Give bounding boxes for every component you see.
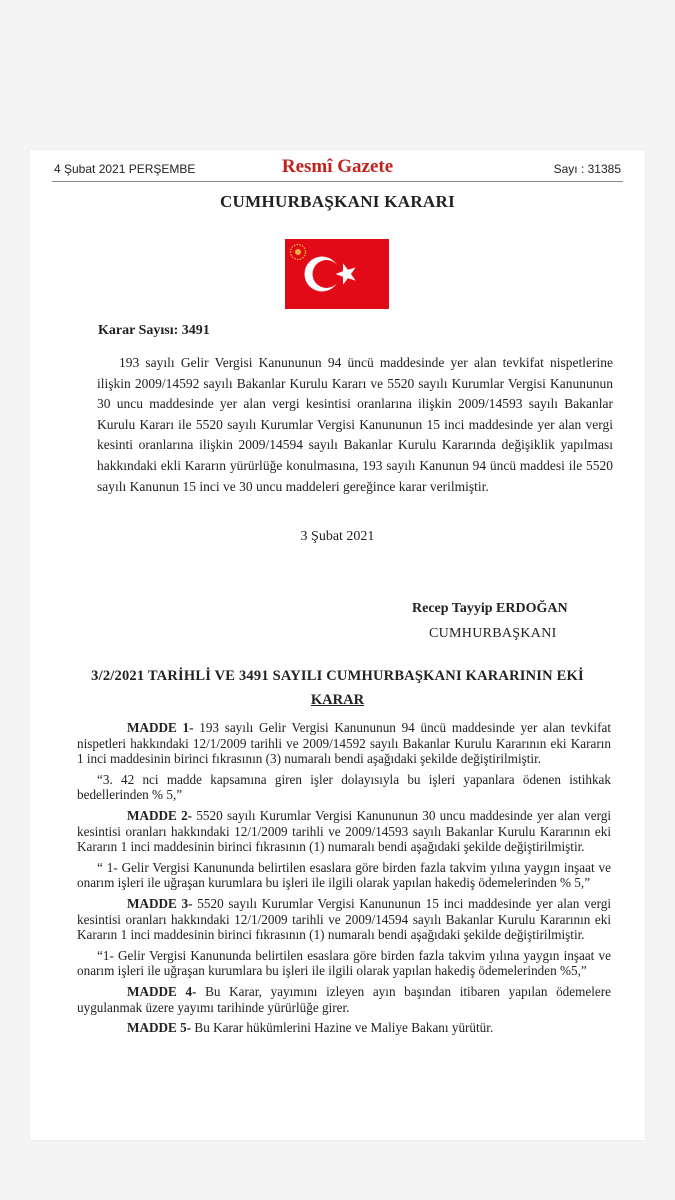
gazette-name: Resmî Gazete (281, 156, 394, 177)
article-1 (77, 720, 611, 767)
article-text: 5520 sayılı Kurumlar Vergisi Kanununun 30 uncu maddesinde yer alan vergi kesintisi oranları hakkındaki 12/1/2009 tarihli ve 2009/14593 sayılı Bakanlar Kurulu Kararının eki Kararın 1 inci maddesinin birinci fıkrasının (1) numaralı bendi aşağıdaki şekilde değiştirilmiştir. (77, 807, 611, 855)
header-divider (52, 181, 623, 182)
article-heading: MADDE 5- (127, 1020, 192, 1036)
signatory-title: CUMHURBAŞKANI (429, 626, 557, 641)
amendment-quote: “1- Gelir Vergisi Kanununda belirtilen esaslara göre birden fazla takvim yılına yaygın inşaat ve onarım işleri ile uğraşan kurumlara bu işleri ile ilgili olarak yapılan hakediş ödemelerinden %5,” (77, 947, 611, 979)
signatory-name: Recep Tayyip ERDOĞAN (412, 601, 568, 616)
turkish-flag-icon (285, 239, 389, 309)
emblem-center (295, 249, 301, 255)
article-5 (77, 1020, 611, 1036)
annex-subtitle: KARAR (310, 692, 365, 708)
article-text: 5520 sayılı Kurumlar Vergisi Kanununun 15 inci maddesinde yer alan vergi kesintisi oranları hakkındaki 12/1/2009 tarihli ve 2009/14594 sayılı Bakanlar Kurulu Kararının eki Kararın 1 inci maddesinin birinci fıkrasının (1) numaralı bendi aşağıdaki şekilde değiştirilmiştir. (77, 895, 611, 943)
article-3 (77, 896, 611, 943)
article-heading: MADDE 3- (127, 895, 193, 911)
article-2 (77, 808, 611, 855)
article-heading: MADDE 1- (127, 720, 194, 735)
article-text: Bu Karar, yayımını izleyen ayın başından itibaren yapılan ödemelere uygulanmak üzere yayımı tarihinde yürürlüğe girer. (77, 983, 612, 1015)
gazette-page (30, 150, 645, 1140)
document-title: CUMHURBAŞKANI KARARI (219, 192, 456, 211)
article-4 (77, 984, 611, 1015)
article-heading: MADDE 4- (127, 983, 197, 999)
article-text: Bu Karar hükümlerini Hazine ve Maliye Bakanı yürütür. (194, 1020, 494, 1036)
header-date: 4 Şubat 2021 PERŞEMBE (54, 162, 196, 176)
issue-number: Sayı : 31385 (553, 162, 621, 176)
annex-title: 3/2/2021 TARİHLİ VE 3491 SAYILI CUMHURBAŞKANI KARARININ EKİ (91, 668, 584, 684)
article-text: 193 sayılı Gelir Vergisi Kanununun 94 üncü maddesinde yer alan tevkifat nispetleri hakkındaki 12/1/2009 tarihli ve 2009/14592 sayılı Bakanlar Kurulu Kararının eki Kararın 1 inci maddesinin birinci fıkrasının (3) numaralı bendi aşağıdaki şekilde değiştirilmiştir. (77, 720, 611, 767)
articles-section (77, 720, 611, 1041)
decision-number: Karar Sayısı: 3491 (98, 323, 210, 338)
amendment-quote: “ 1- Gelir Vergisi Kanununda belirtilen esaslara göre birden fazla takvim yılına yaygın inşaat ve onarım işleri ile uğraşan kurumlara bu işleri ile ilgili olarak yapılan hakediş ödemelerinden % 5,” (77, 859, 611, 891)
preamble-text: 193 sayılı Gelir Vergisi Kanununun 94 üncü maddesinde yer alan tevkifat nispetlerine ilişkin 2009/14592 sayılı Bakanlar Kurulu Kararı ve 5520 sayılı Kurumlar Vergisi Kanununun 30 uncu maddesinde yer alan vergi kesintisi oranlarına ilişkin 2009/14593 sayılı Bakanlar Kurulu Kararı ile 5520 sayılı Kurumlar Vergisi Kanununun 15 inci maddesinde yer alan vergi kesinti oranlarına ilişkin 2009/14594 sayılı Bakanlar Kurulu Kararında değişiklik yapılması hakkındaki ekli Kararın yürürlüğe konulmasına, 193 sayılı Kanunun 94 üncü maddesi ile 5520 sayılı Kanunun 15 inci ve 30 uncu maddeleri gereğince karar verilmiştir. (97, 355, 613, 494)
amendment-quote: “3. 42 nci madde kapsamına giren işler dolayısıyla bu işleri yapanlara ödenen istihkak bedellerinden % 5,” (77, 771, 611, 803)
decision-date: 3 Şubat 2021 (300, 529, 375, 544)
gazette-header (54, 158, 621, 182)
article-heading: MADDE 2- (127, 807, 193, 823)
